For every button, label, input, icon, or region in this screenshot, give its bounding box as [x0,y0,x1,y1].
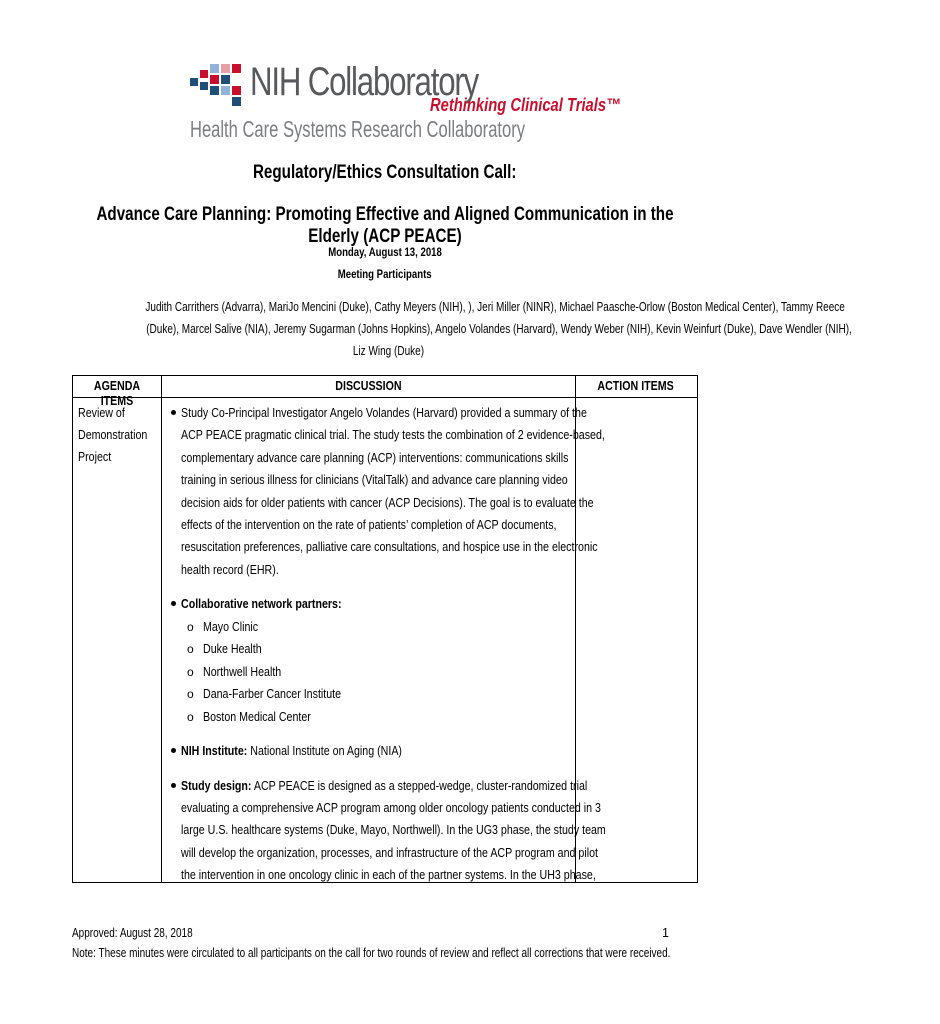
logo-tagline: Rethinking Clinical Trials™ [430,95,621,115]
nih-collaboratory-logo [188,58,621,150]
bullet-icon [171,783,176,788]
nih-institute-bullet: NIH Institute: National Institute on Aging (NIA) [167,740,567,762]
agenda-table [72,375,698,883]
partners-list [167,616,567,729]
column-divider [161,376,162,882]
partners-bullet: Collaborative network partners: [167,593,567,615]
summary-bullet: Study Co-Principal Investigator Angelo Volandes (Harvard) provided a summary of the ACP PEACE pragmatic clinical trial. The study tests the combination of 2 evidence-based, complementary advance care planning (ACP) interventions: communications skills training in serious illness for clinicians (VitalTalk) and advance care planning video decision aids for older patients with cancer (ACP Decisions). The goal is to evaluate the effects of the intervention on the rate of patients’ completion of ACP documents, resuscitation preferences, palliative care consultations, and hospice use in the electronic health record (EHR). [167,402,567,581]
study-design-bullet: Study design: ACP PEACE is designed as a stepped-wedge, cluster-randomized trial evaluating a comprehensive ACP program among older oncology patients conducted in 3 large U.S. healthcare systems (Duke, Mayo, Northwell). In the UG3 phase, the study team will develop the organization, processes, and infrastructure of the ACP program and pilot the intervention in one oncology clinic in each of the partner systems. In the UH3 phase, [167,775,567,887]
bullet-icon [171,748,176,753]
list-item: o Northwell Health [187,663,282,679]
participants-heading: Meeting Participants [338,267,432,281]
participants-list: Judith Carrithers (Advarra), MariJo Mencini (Duke), Cathy Meyers (NIH), ), Jeri Miller (NINR), Michael Paasche-Orlow (Boston Medical Center), Tammy Reece (Duke), Marcel Salive (NIA), Jeremy Sugarman (Johns Hopkins), Angelo Volandes (Harvard), Wendy Weber (NIH), Kevin Weinfurt (Duke), Dave Wendler (NIH), Liz Wing (Duke) [145,300,852,358]
discussion-cell [167,402,606,887]
logo-wordmark: NIH Collaboratory [250,60,479,104]
list-item: o Mayo Clinic [187,618,259,634]
list-item: o Boston Medical Center [187,708,311,724]
list-item: o Dana-Farber Cancer Institute [187,686,342,702]
bullet-icon [171,410,176,415]
meeting-date: Monday, August 13, 2018 [328,245,442,259]
document-title: Regulatory/Ethics Consultation Call: [253,162,517,183]
header-divider [73,397,697,398]
agenda-item-cell: Review of Demonstration Project [78,405,148,464]
list-item: o Duke Health [187,641,262,657]
bullet-icon [171,601,176,606]
header-action-items: ACTION ITEMS [597,378,675,393]
footer-note: Note: These minutes were circulated to all participants on the call for two rounds of review and reflect all corrections that were received. [72,946,671,960]
logo-mosaic-icon [188,58,248,108]
page-number: 1 [662,926,669,940]
logo-subtitle: Health Care Systems Research Collaboratory [190,116,526,142]
approval-date: Approved: August 28, 2018 [72,926,193,940]
header-discussion: DISCUSSION [334,378,402,393]
document-subtitle: Advance Care Planning: Promoting Effective and Aligned Communication in the Elderly (ACP PEACE) [96,204,674,247]
header-agenda-items: AGENDA ITEMS [93,378,141,408]
